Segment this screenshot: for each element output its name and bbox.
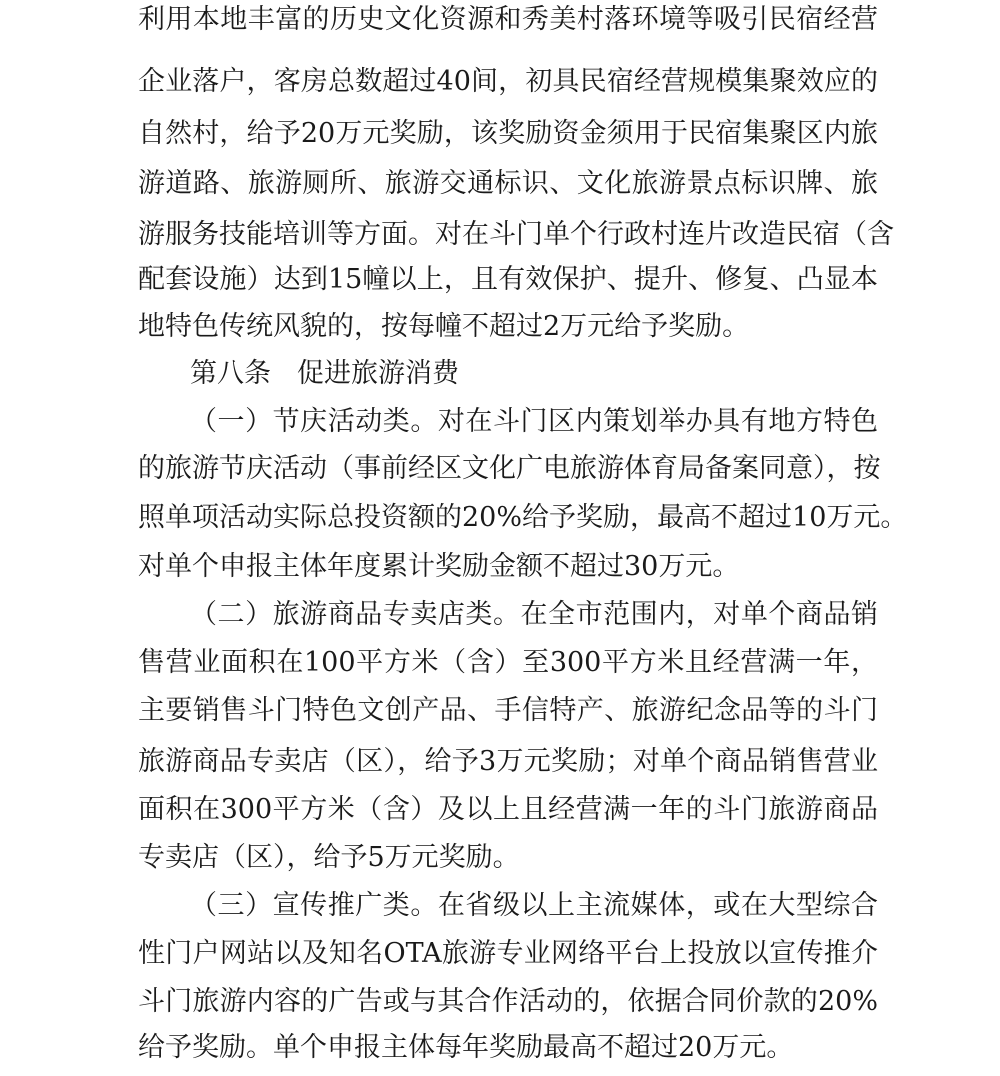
paragraph-line: 面积在300平方米（含）及以上且经营满一年的斗门旅游商品 bbox=[138, 794, 878, 825]
paragraph-line: 自然村，给予20万元奖励，该奖励资金须用于民宿集聚区内旅 bbox=[138, 118, 878, 149]
paragraph-line: （一）节庆活动类。对在斗门区内策划举办具有地方特色 bbox=[190, 406, 878, 437]
paragraph-line: 售营业面积在100平方米（含）至300平方米且经营满一年， bbox=[138, 647, 878, 678]
paragraph-line: 企业落户，客房总数超过40间，初具民宿经营规模集聚效应的 bbox=[138, 66, 878, 97]
paragraph-line: 对单个申报主体年度累计奖励金额不超过30万元。 bbox=[138, 551, 740, 582]
paragraph-line: （二）旅游商品专卖店类。在全市范围内，对单个商品销 bbox=[190, 599, 878, 630]
paragraph-line: 照单项活动实际总投资额的20%给予奖励，最高不超过10万元。 bbox=[138, 502, 908, 533]
paragraph-line: 利用本地丰富的历史文化资源和秀美村落环境等吸引民宿经营 bbox=[138, 4, 878, 35]
paragraph-line: 游道路、旅游厕所、旅游交通标识、文化旅游景点标识牌、旅 bbox=[138, 168, 878, 199]
paragraph-line: 配套设施）达到15幢以上，且有效保护、提升、修复、凸显本 bbox=[138, 264, 878, 295]
paragraph-line: 性门户网站以及知名OTA旅游专业网络平台上投放以宣传推介 bbox=[138, 938, 878, 969]
paragraph-line: 给予奖励。单个申报主体每年奖励最高不超过20万元。 bbox=[138, 1032, 794, 1063]
paragraph-line: 地特色传统风貌的，按每幢不超过2万元给予奖励。 bbox=[138, 311, 750, 342]
paragraph-line: （三）宣传推广类。在省级以上主流媒体，或在大型综合 bbox=[190, 890, 878, 921]
paragraph-line: 斗门旅游内容的广告或与其合作活动的，依据合同价款的20% bbox=[138, 986, 878, 1017]
article-number: 第八条 bbox=[190, 358, 271, 389]
paragraph-line: 旅游商品专卖店（区），给予3万元奖励；对单个商品销售营业 bbox=[138, 746, 878, 777]
paragraph-line: 的旅游节庆活动（事前经区文化广电旅游体育局备案同意），按 bbox=[138, 453, 881, 484]
paragraph-line: 专卖店（区），给予5万元奖励。 bbox=[138, 842, 520, 873]
paragraph-line: 游服务技能培训等方面。对在斗门单个行政村连片改造民宿（含 bbox=[138, 219, 894, 250]
article-heading bbox=[190, 356, 590, 392]
article-title: 促进旅游消费 bbox=[297, 358, 459, 389]
paragraph-line: 主要销售斗门特色文创产品、手信特产、旅游纪念品等的斗门 bbox=[138, 695, 878, 726]
